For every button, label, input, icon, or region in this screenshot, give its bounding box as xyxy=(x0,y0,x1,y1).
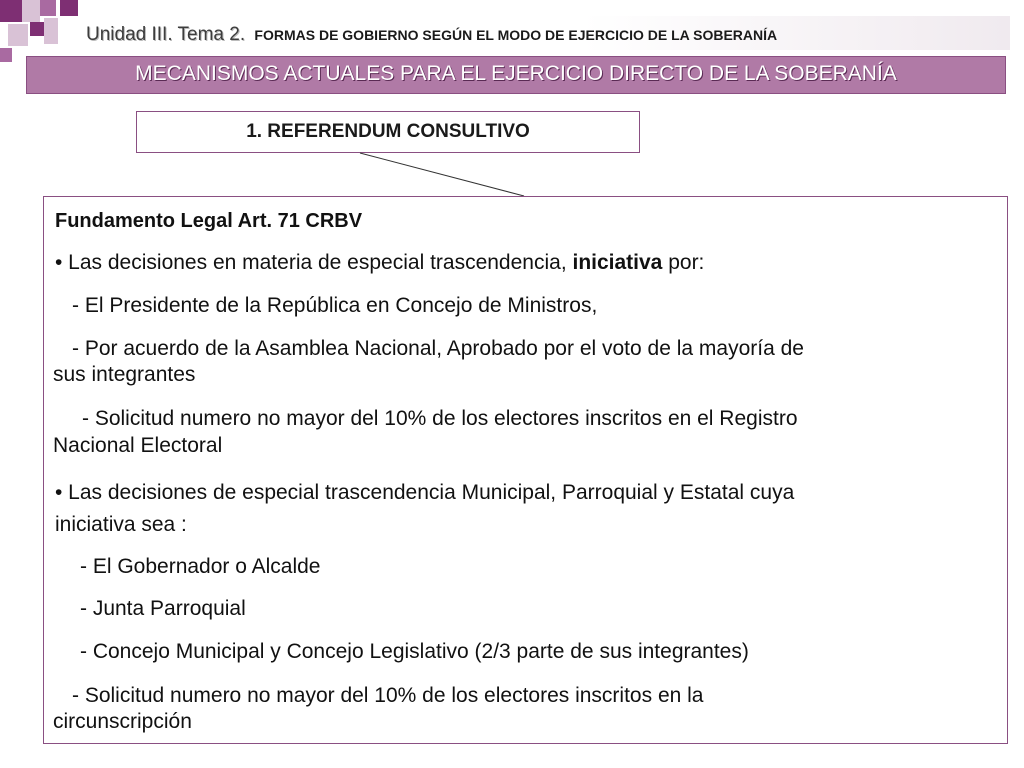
legal-basis: Fundamento Legal Art. 71 CRBV xyxy=(55,210,363,232)
main-title-box xyxy=(26,56,1006,94)
bullet-text: por: xyxy=(662,251,705,274)
decor-square xyxy=(60,0,78,16)
decor-square xyxy=(0,0,22,22)
main-title: MECANISMOS ACTUALES PARA EL EJERCICIO DIRECTO DE LA SOBERANÍA xyxy=(135,62,897,85)
bullet-bold-text: iniciativa xyxy=(572,251,663,274)
bullet-item xyxy=(55,251,704,275)
content-box xyxy=(43,196,1008,744)
sub-item-continuation: Nacional Electoral xyxy=(53,434,223,457)
decor-square xyxy=(8,24,28,46)
decor-square xyxy=(22,0,40,22)
bullet-item: • Las decisiones de especial trascendencia Municipal, Parroquial y Estatal cuya xyxy=(55,481,795,504)
decor-square xyxy=(44,18,58,44)
sub-item: - Solicitud numero no mayor del 10% de los electores inscritos en la xyxy=(72,684,704,707)
unit-title xyxy=(86,24,777,46)
sub-item: - Solicitud numero no mayor del 10% de los electores inscritos en el Registro xyxy=(82,407,798,430)
subtitle-box xyxy=(136,111,640,153)
sub-item-continuation: circunscripción xyxy=(53,710,192,733)
bullet-continuation: iniciativa sea : xyxy=(55,513,187,536)
sub-item: - El Presidente de la República en Concejo de Ministros, xyxy=(72,294,598,317)
sub-item: - El Gobernador o Alcalde xyxy=(80,555,321,578)
decor-square xyxy=(40,0,56,16)
sub-item: - Por acuerdo de la Asamblea Nacional, Aprobado por el voto de la mayoría de xyxy=(72,337,804,360)
unit-label: Unidad III. Tema 2. xyxy=(86,24,246,45)
decor-square xyxy=(0,48,12,62)
sub-item-continuation: sus integrantes xyxy=(53,363,196,386)
decor-square xyxy=(30,22,44,36)
bullet-text: • Las decisiones en materia de especial trascendencia, xyxy=(55,251,573,274)
sub-item: - Junta Parroquial xyxy=(80,597,246,620)
subtitle: 1. REFERENDUM CONSULTIVO xyxy=(246,121,530,142)
unit-subtitle: FORMAS DE GOBIERNO SEGÚN EL MODO DE EJERCICIO DE LA SOBERANÍA xyxy=(254,27,778,43)
sub-item: - Concejo Municipal y Concejo Legislativo (2/3 parte de sus integrantes) xyxy=(80,640,749,663)
